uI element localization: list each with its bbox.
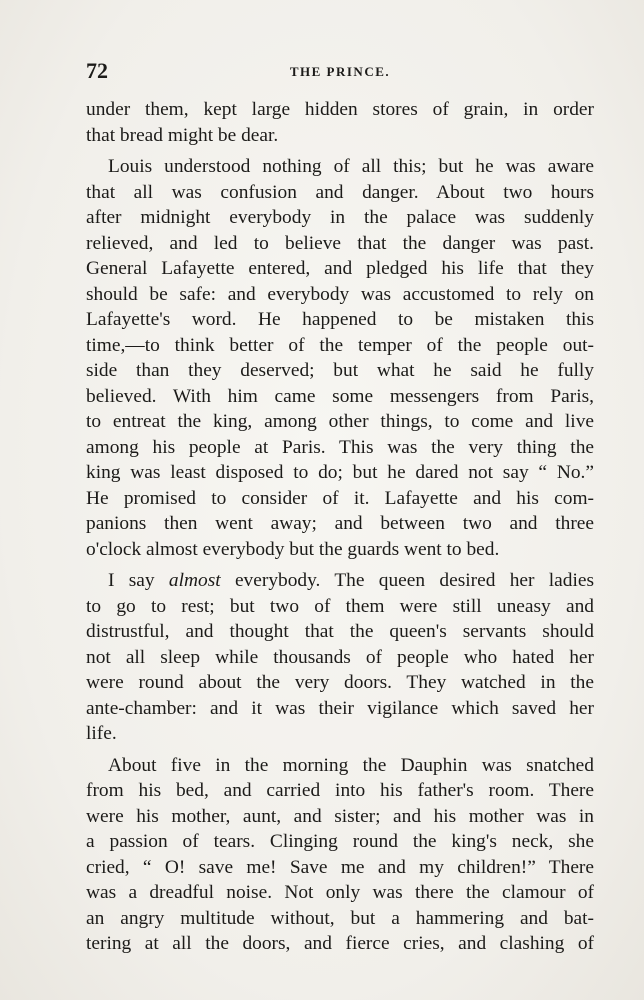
text-line: believed. With him came some messengers from Paris, [86,385,594,407]
text-line: o'clock almost everybody but the guards went to bed. [86,538,500,560]
text-line: panions then went away; and between two and three [86,513,594,534]
paragraph [86,154,594,562]
text-line: from his bed, and carried into his father's room. There [86,780,594,801]
text-line: Lafayette's word. He happened to be mistaken this [86,309,594,330]
text-line: an angry multitude without, but a hammering and bat- [86,907,594,929]
text-line: Louis understood nothing of all this; but he was aware [108,156,594,177]
text-line: that bread might be dear. [86,124,279,146]
text-line: not all sleep while thousands of people who hated her [86,646,594,668]
emphasized-word: almost [168,570,221,591]
text-line: He promised to consider of it. Lafayette and his com- [86,487,594,509]
text-line: About five in the morning the Dauphin was snatched [108,754,594,776]
text-line: distrustful, and thought that the queen's servants should [86,621,594,642]
text-line: were his mother, aunt, and sister; and his mother was in [86,805,594,827]
text-line: time,—to think better of the temper of the people out- [86,334,594,356]
text-fragment: I say [108,570,169,591]
text-line: a passion of tears. Clinging round the king's neck, she [86,831,594,852]
text-line: king was least disposed to do; but he dared not say “ No.” [86,462,594,483]
paragraph [86,753,594,957]
text-line: relieved, and led to believe that the danger was past. [86,232,594,254]
text-line: among his people at Paris. This was the very thing the [86,436,594,458]
text-line: to entreat the king, among other things, to come and live [86,411,594,432]
page-number: 72 [86,58,108,83]
text-line: tering at all the doors, and fierce cries, and clashing of [86,933,594,954]
text-line: under them, kept large hidden stores of grain, in order [86,99,594,120]
text-line: life. [86,723,117,744]
text-line: ante-chamber: and it was their vigilance which saved her [86,697,594,719]
text-line: General Lafayette entered, and pledged his life that they [86,258,594,279]
text-line: to go to rest; but two of them were still uneasy and [86,595,594,617]
text-line: side than they deserved; but what he said he fully [86,360,594,381]
text-line: were round about the very doors. They watched in the [86,672,594,693]
paragraph [86,568,594,747]
text-line [86,568,594,594]
text-line: was a dreadful noise. Not only was there the clamour of [86,882,594,903]
text-line: after midnight everybody in the palace was suddenly [86,207,594,228]
running-title: THE PRINCE. [289,64,391,79]
text-line: cried, “ O! save me! Save me and my children!” There [86,856,594,878]
text-line: that all was confusion and danger. About two hours [86,181,594,203]
page-header [86,58,594,88]
paragraph [86,97,594,148]
body-text [86,97,594,957]
text-fragment: everybody. The queen desired her ladies [220,570,594,591]
text-line: should be safe: and everybody was accustomed to rely on [86,283,594,305]
